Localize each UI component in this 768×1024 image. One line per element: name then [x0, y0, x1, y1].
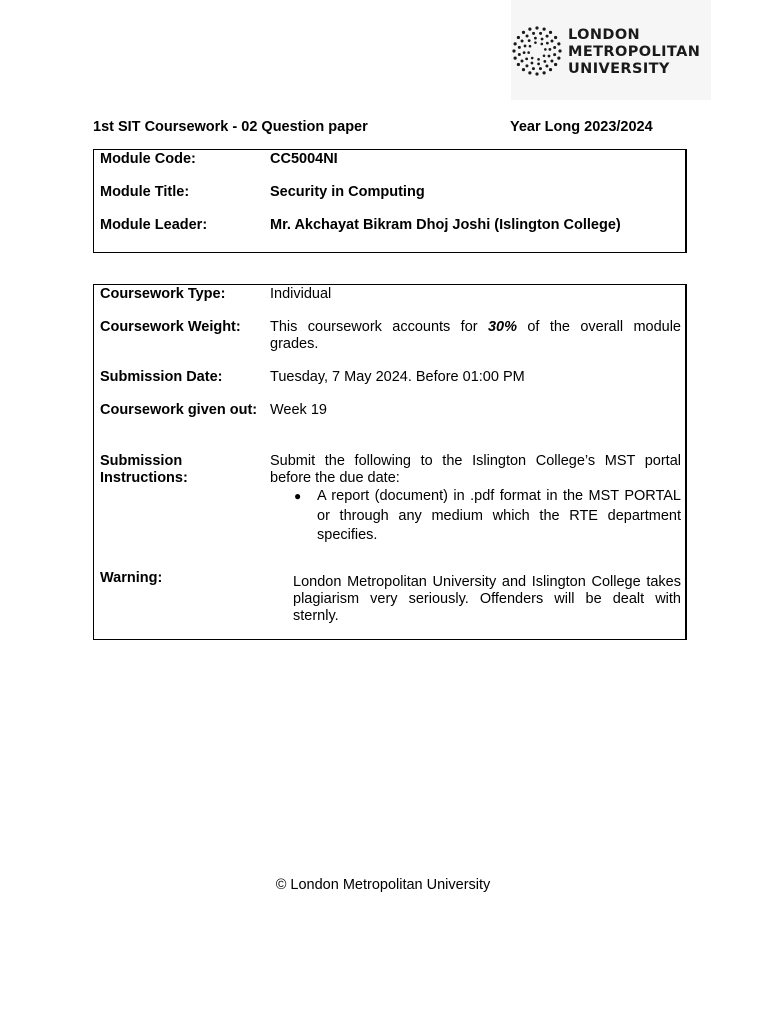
instructions-bullet-text: A report (document) in .pdf format in the MST PORTAL or through any medium which the RTE department specifies. — [317, 488, 681, 543]
university-logo — [511, 0, 711, 100]
logo-line-2: METROPOLITAN — [568, 44, 701, 60]
weight-prefix: This coursework accounts for — [270, 319, 488, 335]
submission-date-label: Submission Date: — [100, 369, 223, 385]
bullet-icon: ● — [294, 489, 302, 503]
module-title-value: Security in Computing — [270, 184, 425, 200]
coursework-weight-value — [270, 319, 681, 353]
coursework-weight-label: Coursework Weight: — [100, 319, 241, 335]
coursework-given-label: Coursework given out: — [100, 402, 258, 418]
submission-instructions-value: Submit the following to the Islington College’s MST portal before the due date: — [270, 453, 681, 486]
logo-line-1: LONDON — [568, 27, 641, 43]
submission-instructions-label: Submission Instructions: — [100, 453, 188, 486]
logo-line-3: UNIVERSITY — [568, 61, 670, 77]
university-logo-mark-icon — [511, 25, 563, 77]
warning-label: Warning: — [100, 570, 163, 586]
module-leader-value: Mr. Akchayat Bikram Dhoj Joshi (Islington College) — [270, 217, 621, 233]
module-leader-label: Module Leader: — [100, 217, 208, 233]
coursework-type-value: Individual — [270, 286, 332, 302]
coursework-given-value: Week 19 — [270, 402, 327, 418]
module-info-table — [93, 149, 687, 253]
coursework-info-table — [93, 284, 687, 640]
copyright-footer: © London Metropolitan University — [275, 877, 491, 893]
document-title: 1st SIT Coursework - 02 Question paper — [93, 119, 368, 135]
module-code-label: Module Code: — [100, 151, 196, 167]
module-title-label: Module Title: — [100, 184, 190, 200]
academic-year: Year Long 2023/2024 — [510, 119, 653, 135]
university-logo-text — [568, 27, 700, 78]
submission-date-value: Tuesday, 7 May 2024. Before 01:00 PM — [270, 369, 525, 385]
module-code-value: CC5004NI — [270, 151, 338, 167]
weight-suffix: of the overall module grades. — [270, 319, 681, 352]
weight-percent: 30% — [487, 319, 517, 335]
coursework-type-label: Coursework Type: — [100, 286, 226, 302]
warning-text: London Metropolitan University and Islington College takes plagiarism very seriously. Offenders will be dealt with sternly. — [293, 574, 681, 624]
